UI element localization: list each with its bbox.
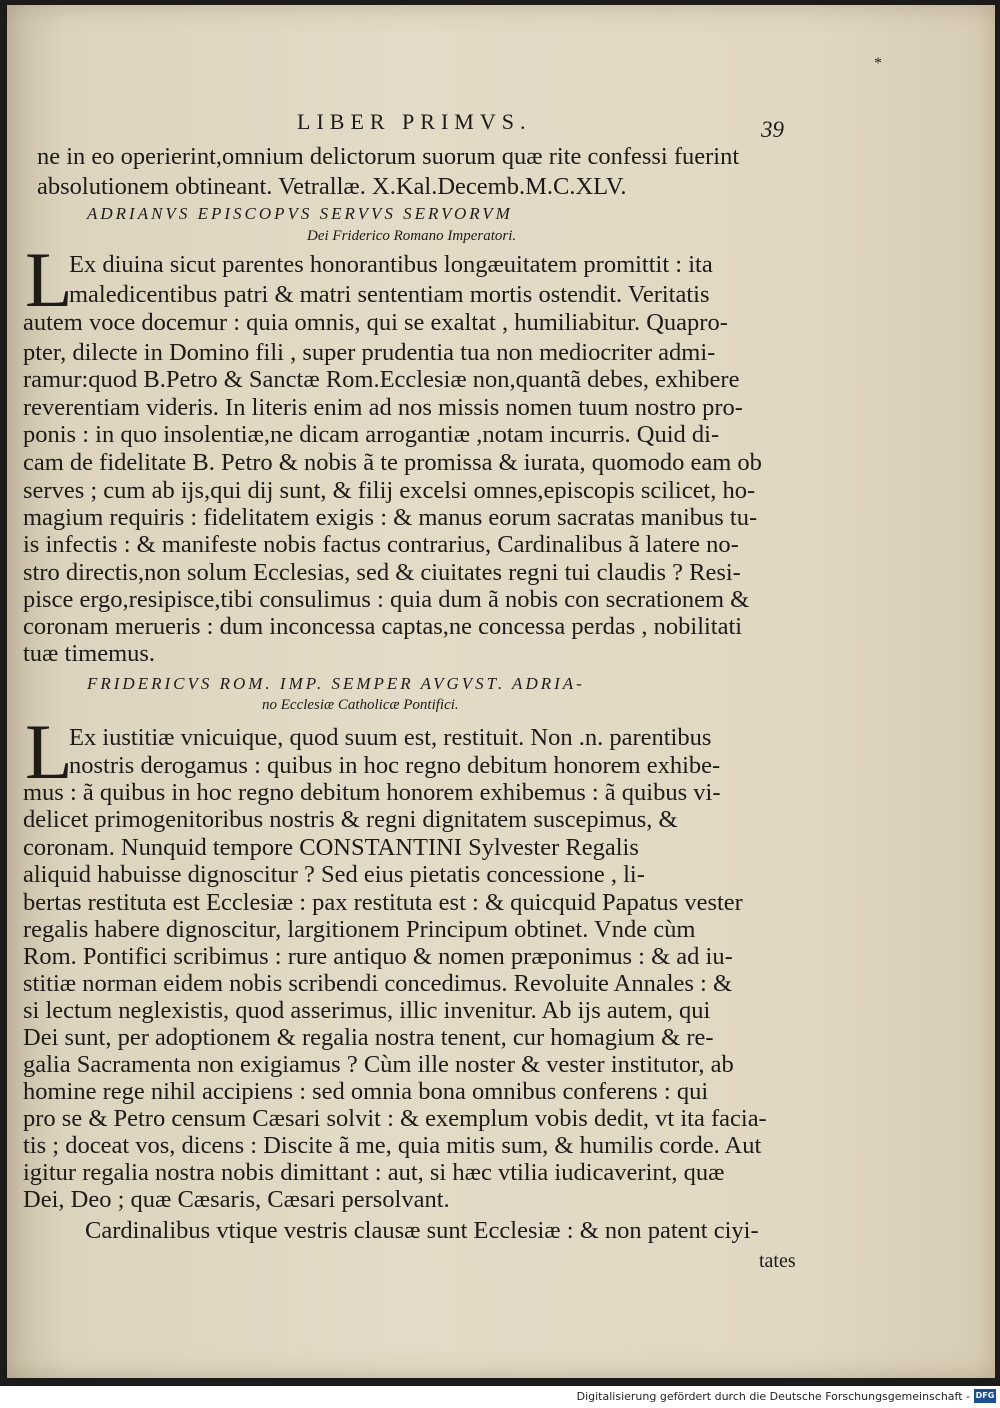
text-line: absolutionem obtineant. Vetrallæ. X.Kal.Decemb.M.C.XLV.	[37, 173, 627, 200]
text-line: coronam merueris : dum inconcessa captas,ne concessa perdas , nobilitati	[23, 613, 743, 640]
text-line: mus : ã quibus in hoc regno debitum honorem exhibemus : ã quibus vi-	[23, 779, 721, 806]
text-line: delicet primogenitoribus nostris & regni dignitatem suscepimus, &	[23, 806, 678, 833]
text-line: homine rege nihil accipiens : sed omnia bona omnibus conferens : qui	[23, 1078, 709, 1105]
text-line: stro directis,non solum Ecclesias, sed & ciuitates regni tui claudis ? Resi-	[23, 559, 741, 586]
text-line: bertas restituta est Ecclesiæ : pax restituta est : & quicquid Papatus vester	[23, 889, 743, 916]
text-line: pisce ergo,resipisce,tibi consulimus : quia dum ã nobis con secrationem &	[23, 586, 750, 613]
text-line: Rom. Pontifici scribimus : rure antiquo & nomen præponimus : & ad iu-	[23, 943, 733, 970]
text-line: Dei sunt, per adoptionem & regalia nostra tenent, cur homagium & re-	[23, 1024, 714, 1051]
text-line: nostris derogamus : quibus in hoc regno debitum honorem exhibe-	[69, 752, 721, 779]
letter-heading: FRIDERICVS ROM. IMP. SEMPER AVGVST. ADRIA-	[87, 674, 585, 693]
text-line: is infectis : & manifeste nobis factus contrarius, Cardinalibus ã latere no-	[23, 531, 739, 558]
text-line: regalis habere dignoscitur, largitionem Principum obtinet. Vnde cùm	[23, 916, 696, 943]
text-line: galia Sacramenta non exigiamus ? Cùm ille noster & vester institutor, ab	[23, 1051, 734, 1078]
drop-cap: L	[25, 236, 73, 323]
text-line: reverentiam videris. In literis enim ad nos missis nomen tuum nostro pro-	[23, 394, 743, 421]
book-page	[7, 5, 995, 1378]
text-line: coronam. Nunquid tempore CONSTANTINI Sylvester Regalis	[23, 834, 639, 861]
text-line: Ex iustitiæ vnicuique, quod suum est, restituit. Non .n. parentibus	[69, 724, 712, 751]
text-line: Ex diuina sicut parentes honorantibus longæuitatem promittit : ita	[69, 251, 713, 278]
text-line: igitur regalia nostra nobis dimittant : aut, si hæc vtilia iudicaverint, quæ	[23, 1159, 725, 1186]
text-line: serves ; cum ab ijs,qui dij sunt, & filij excelsi omnes,episcopis scilicet, ho-	[23, 477, 756, 504]
text-line: cam de fidelitate B. Petro & nobis ã te promissa & iurata, quomodo eam ob	[23, 449, 762, 476]
text-line: stitiæ norman eidem nobis scribendi concedimus. Revoluite Annales : &	[23, 970, 733, 997]
text-line: pter, dilecte in Domino fili , super prudentia tua non mediocriter admi-	[23, 339, 716, 366]
text-line: ponis : in quo insolentiæ,ne dicam arrogantiæ ,notam incurris. Quid di-	[23, 421, 720, 448]
text-line: Dei, Deo ; quæ Cæsaris, Cæsari persolvant.	[23, 1186, 450, 1213]
text-line: tis ; doceat vos, dicens : Discite ã me, quia mitis sum, & humilis corde. Aut	[23, 1132, 762, 1159]
text-line: Cardinalibus vtique vestris clausæ sunt Ecclesiæ : & non patent ciyi-	[85, 1217, 759, 1244]
text-line: autem voce docemur : quia omnis, qui se exaltat , humiliabitur. Quapro-	[23, 309, 728, 336]
running-head: LIBER PRIMVS.	[297, 109, 532, 134]
text-line: si lectum neglexistis, quod asserimus, illic invenitur. Ab ijs autem, qui	[23, 997, 711, 1024]
text-line: ramur:quod B.Petro & Sanctæ Rom.Ecclesiæ non,quantã debes, exhibere	[23, 366, 740, 393]
text-line: aliquid habuisse dignoscitur ? Sed eius pietatis concessione , li-	[23, 861, 645, 888]
letter-subheading: Dei Friderico Romano Imperatori.	[307, 228, 517, 244]
letter-subheading: no Ecclesiæ Catholicæ Pontifici.	[262, 697, 459, 713]
page-mark: *	[874, 55, 882, 72]
footer-bar	[0, 1386, 1000, 1408]
page-number: 39	[761, 117, 784, 142]
text-line: pro se & Petro censum Cæsari solvit : & exemplum vobis dedit, vt ita facia-	[23, 1105, 767, 1132]
text-line: ne in eo operierint,omnium delictorum suorum quæ rite confessi fuerint	[37, 143, 740, 170]
text-line: magium requiris : fidelitatem exigis : & manus eorum sacratas manibus tu-	[23, 504, 758, 531]
text-line: maledicentibus patri & matri sententiam mortis ostendit. Veritatis	[69, 281, 710, 308]
letter-heading: ADRIANVS EPISCOPVS SERVVS SERVORVM	[87, 204, 513, 223]
dfg-logo: DFG	[974, 1389, 996, 1403]
text-line: tuæ timemus.	[23, 640, 156, 667]
drop-cap: L	[25, 708, 73, 795]
catchword: tates	[759, 1250, 796, 1272]
funding-credit: Digitalisierung gefördert durch die Deutsche Forschungsgemeinschaft -	[576, 1390, 970, 1403]
